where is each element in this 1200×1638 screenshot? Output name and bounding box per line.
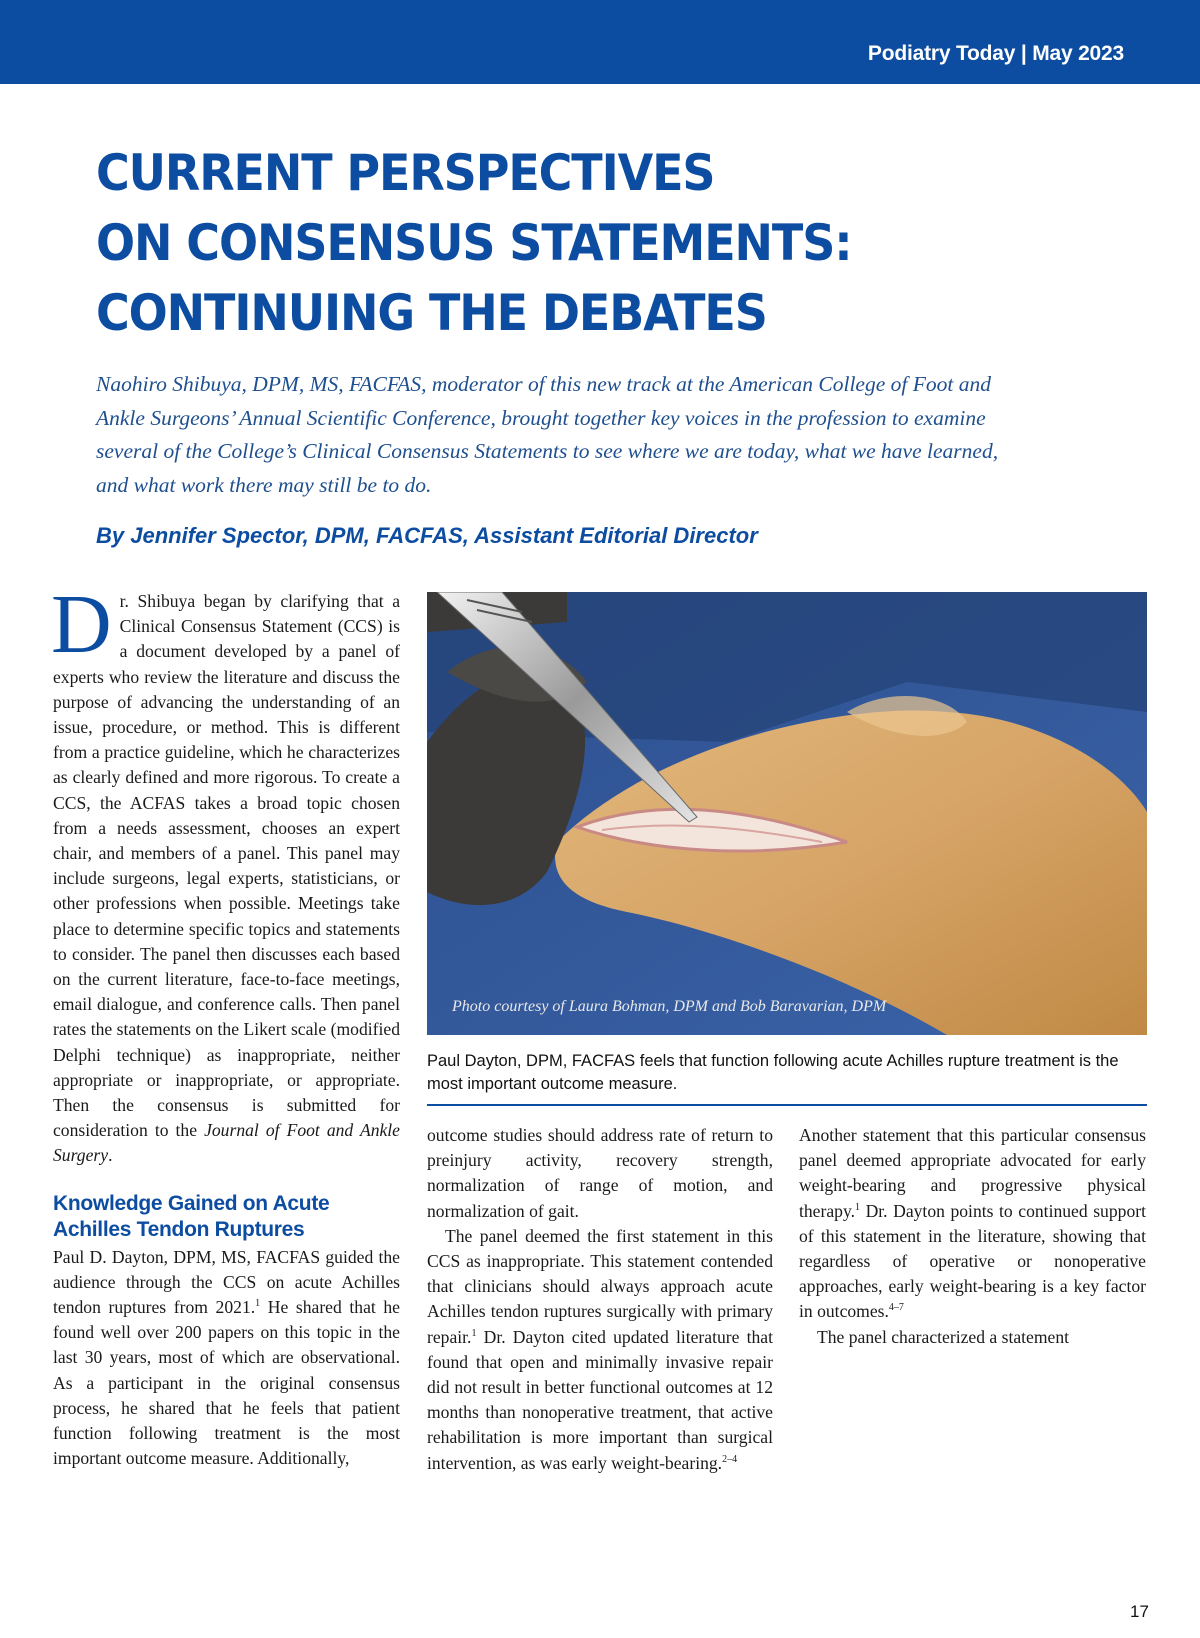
drop-cap: D <box>51 578 112 671</box>
article-deck: Naohiro Shibuya, DPM, MS, FACFAS, moderator of this new track at the American College of Foot and Ankle Surgeons’ Annual Scientific Conference, brought together key voices in the profession to examine several of the College’s Clinical Consensus Statements to see where we are today, what we have learned, and what work there may still be to do. <box>96 372 999 497</box>
paragraph-panel-cont: Another statement that this particular consensus panel deemed appropriate advocated for early weight-bearing and progressive physical therapy.$^1$ Dr. Dayton points to continued support of this statement in the literature, showing that regardless of operative or nonoperative approaches, early weight-bearing is a key factor in outcomes.$^{4-7}$ <box>799 1125 1146 1322</box>
column-3 <box>799 1123 1146 1350</box>
reference-1: 1 <box>855 1201 861 1213</box>
reference-1: 1 <box>471 1327 477 1339</box>
reference-1: 1 <box>255 1298 261 1310</box>
paragraph-statement: The panel characterized a statement <box>817 1326 1070 1347</box>
photo-credit: Photo courtesy of Laura Bohman, DPM and Bob Baravarian, DPM <box>452 998 887 1015</box>
column-1 <box>51 578 400 1472</box>
header-bar <box>0 0 1200 84</box>
reference-4-7: 4–7 <box>888 1302 904 1314</box>
article-photo <box>427 592 1147 1035</box>
surgery-photo <box>427 592 1147 1035</box>
paragraph-intro <box>51 578 400 1169</box>
title-line-3: CONTINUING THE DEBATES <box>96 284 767 342</box>
paragraph-panel: The panel deemed the first statement in this CCS as inappropriate. This statement contended that clinicians should always approach acute Achilles tendon ruptures surgically with primary repair.$^1$ Dr. Dayton cited updated literature that found that open and minimally invasive repair did not result in better functional outcomes at 12 months than nonoperative treatment, that active rehabilitation is more important than surgical intervention, as was early weight-bearing.$^{2-4}$ <box>427 1225 773 1473</box>
title-line-2: ON CONSENSUS STATEMENTS: <box>96 214 852 272</box>
column-2 <box>427 1123 773 1476</box>
paragraph-intro-end: . <box>108 1145 113 1166</box>
publication-line: Podiatry Today | May 2023 <box>867 42 1124 65</box>
paragraph-dayton-cont: outcome studies should address rate of return to preinjury activity, recovery strength, normalization of range of motion, and normalization of gait. <box>427 1125 773 1221</box>
title-line-1: CURRENT PERSPECTIVES <box>96 144 715 202</box>
reference-2-4: 2–4 <box>722 1453 738 1465</box>
paragraph-intro-text: r. Shibuya began by clarifying that a Clinical Consensus Statement (CCS) is a document developed by a panel of experts who review the literature and discuss the purpose of advancing the understanding of an issue, procedure, or method. This is different from a practice guideline, which he characterizes as clearly defined and more rigorous. To create a CCS, the ACFAS takes a broad topic chosen from a needs assessment, chooses an expert chair, and members of a panel. This panel may include surgeons, legal experts, statisticians, or other professions when possible. Meetings take place to determine specific topics and statements to consider. The panel then discusses each based on the current literature, face-to-face meetings, email dialogue, and conference calls. Then panel rates the statements on the Likert scale (modified Delphi technique) as inappropriate, neither appropriate or inappropriate, or appropriate. Then the consensus is submitted for consideration to the <box>53 591 400 1141</box>
article-title <box>96 138 1016 348</box>
byline: By Jennifer Spector, DPM, FACFAS, Assistant Editorial Director <box>96 523 758 548</box>
journal-title: Journal of Foot and Ankle Surgery <box>53 1120 400 1166</box>
paragraph-dayton: Paul D. Dayton, DPM, MS, FACFAS guided the audience through the CCS on acute Achilles tendon ruptures from 2021.$^1$ He shared that he found well over 200 papers on this topic in the last 30 years, most of which are observational. As a participant in the original consensus process, he shared that he feels that patient function following treatment is the most important outcome measure. Additionally, <box>53 1246 400 1469</box>
caption-divider <box>427 1104 1147 1106</box>
page-number: 17 <box>1130 1602 1149 1621</box>
figure-caption: Paul Dayton, DPM, FACFAS feels that function following acute Achilles rupture treatment is the most important outcome measure. <box>427 1052 1119 1093</box>
section-heading: Knowledge Gained on Acute Achilles Tendon Ruptures <box>53 1191 330 1241</box>
